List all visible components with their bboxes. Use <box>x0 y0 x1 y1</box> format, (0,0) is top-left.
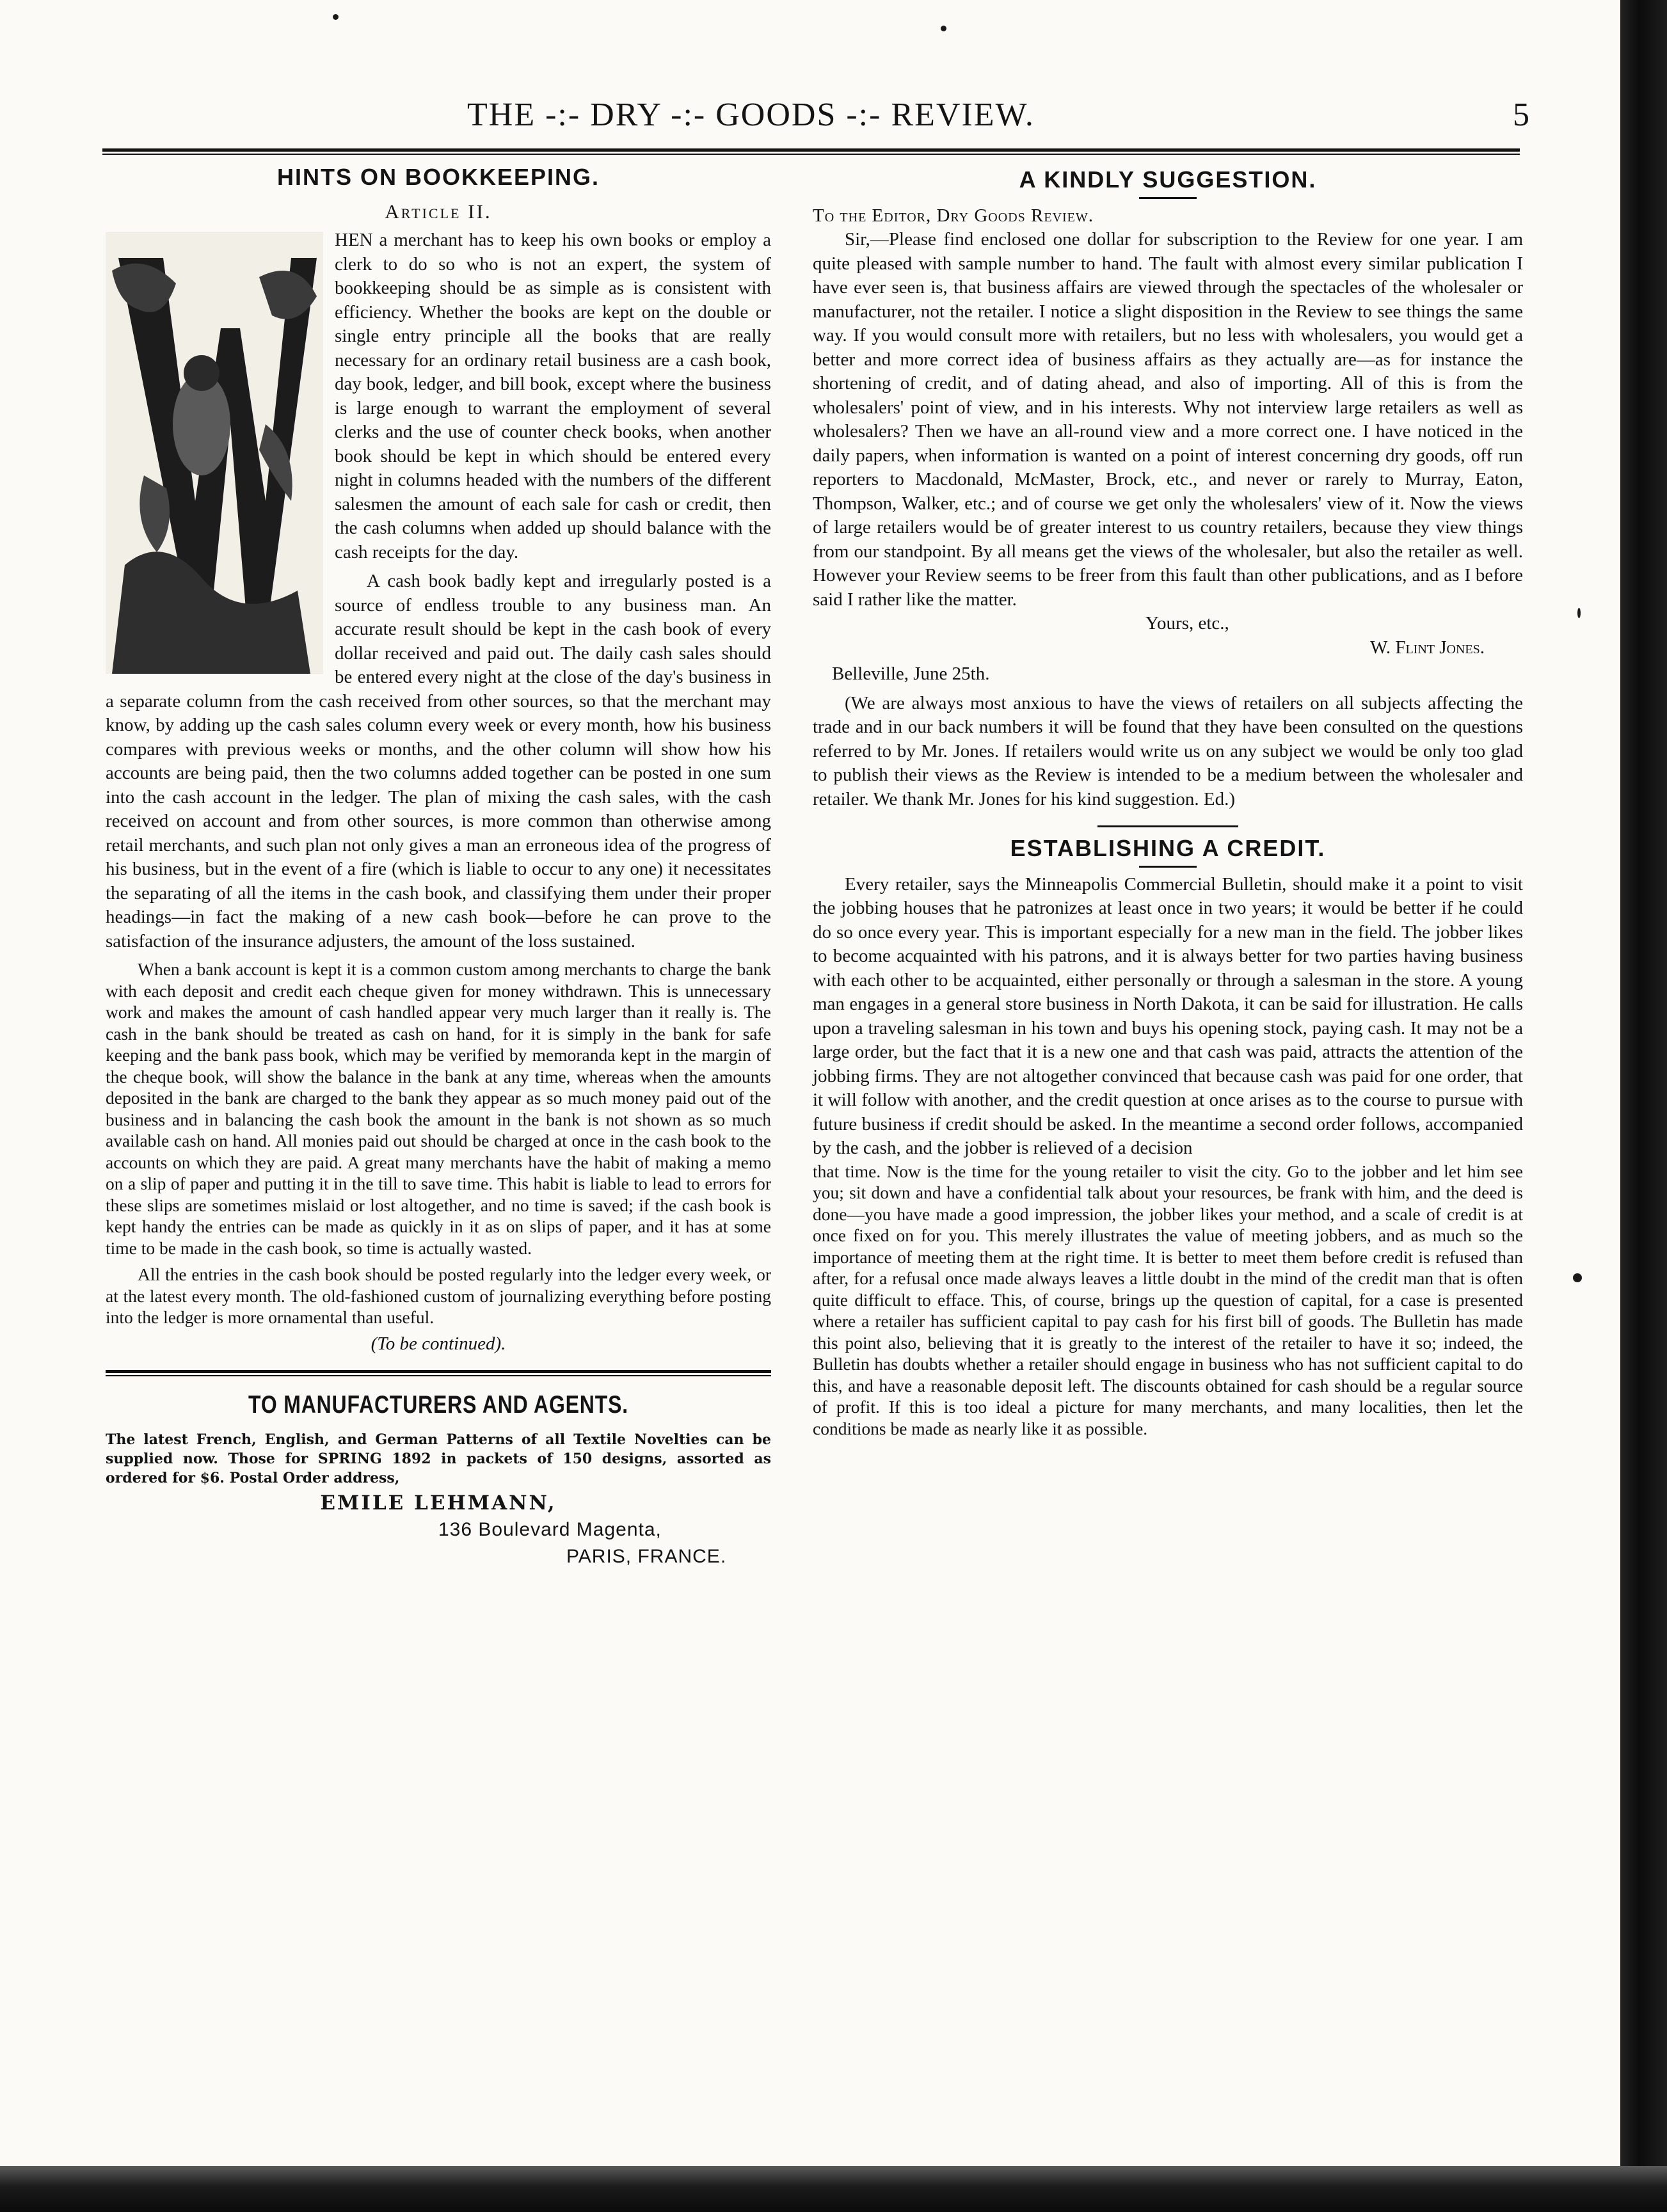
advertisement <box>106 1393 771 1568</box>
credit-paragraph-continued: that time. Now is the time for the young retailer to visit the city. Go to the jobber and let him see you; sit down and have a confidential talk about your resources, be frank with him, and the deed is done—you have made a good impression, the jobber likes your method, and a scale of credit is at once fixed on for you. This merely illustrates the value of meeting jobbers, and as much so the importance of meeting them at the right time. It is better to meet them before credit is refused than after, for a refusal once made always leaves a little doubt in the mind of the credit man that is often quite difficult to efface. This, of course, brings up the question of capital, for a case is presented where a retailer has sufficient capital to pay cash for his first bill of goods. The Bulletin has made this point also, believing that it is greatly to the interest of the retailer to have it so; indeed, the Bulletin has doubts whether a retailer should engage in business who has not sufficient capital to do this, and have a reasonable deposit left. The discounts obtained for cash should be a regular source of profit. If this is too ideal a picture for many merchants, and many localities, then let the conditions be made as nearly like it as possible. <box>813 1161 1523 1438</box>
masthead-title: THE -:- DRY -:- GOODS -:- REVIEW. <box>467 97 1035 133</box>
ink-speck <box>333 14 339 20</box>
letter-closing: Yours, etc., <box>1145 613 1229 633</box>
header-rule-thin <box>102 154 1520 155</box>
article-subheading: Article II. <box>385 200 492 223</box>
bookkeeping-paragraph-4: All the entries in the cash book should be posted regularly into the ledger every week, or at the latest every month. The old-fashioned custom of journalizing everything before posting into the ledger is more ornamental than useful. <box>106 1264 771 1327</box>
scan-border-right <box>1620 0 1667 2212</box>
bookkeeping-paragraph-1: HEN a merchant has to keep his own books or employ a clerk to do so who is not an expert, the system of bookkeeping should be as simple as is consistent with efficiency. Whether the books are kept on the double or single entry principle all the books that are really necessary for an ordinary retail business are a cash book, day book, ledger, and bill book, except where the business is large enough to warrant the employment of several clerks and the use of counter check books, when another book should be kept in which should be entered every night in columns headed with the numbers of the different salesmen the amount of each sale for cash or credit, then the cash columns when added up should balance with the cash receipts for the day. <box>335 230 771 562</box>
letter-body: Sir,—Please find enclosed one dollar for subscription to the Review for one year. I am quite pleased with sample number to hand. The fault with almost every similar publication I have ever seen is, that business affairs are viewed through the spectacles of the wholesaler or manufacturer, not the retailer. I notice a slight disposition in the Review to see things the same way. If you would consult more with retailers, but no less with wholesalers, you would get a better and more correct idea of business affairs as they actually are—as for instance the shortening of credit, and of dating ahead, and also of importing. All of this is from the wholesalers' point of view, and in his interests. Why not interview large retailers as well as wholesalers? Then we have an all-round view and a more correct one. I have noticed in the daily papers, when information is wanted on a point of interest concerning dry goods, off run reporters to Macdonald, McMaster, Brock, etc., and never or rarely to Murray, Eaton, Thompson, Walker, etc.; and of course we get only the wholesalers' view of it. Now the views of large retailers would be of greater interest to us country retailers, because they view things from our standpoint. By all means get the views of the wholesaler, but also the retailer as well. However your Review seems to be freer from this fault than other publications, and as I before said I rather like the matter. <box>813 229 1523 610</box>
to-be-continued: (To be continued). <box>371 1333 506 1354</box>
article-heading-establishing-credit: ESTABLISHING A CREDIT. <box>1010 835 1326 861</box>
ad-title: TO MANUFACTURERS AND AGENTS. <box>248 1391 628 1419</box>
ad-rule-top <box>106 1370 771 1373</box>
ornamental-w-icon <box>106 232 323 674</box>
right-column <box>813 165 1523 1439</box>
ad-name: EMILE LEHMANN, <box>320 1491 557 1515</box>
article-heading-kindly-suggestion: A KINDLY SUGGESTION. <box>1019 166 1317 193</box>
credit-paragraph: Every retailer, says the Minneapolis Commercial Bulletin, should make it a point to visit the jobbing houses that he patronizes at least once in two years; it would be better if he could do so once every year. This is important especially for a new man in the field. The jobber likes to become acquainted with his patrons, and it is always better for two parties having business with each other to be acquainted, either personally or through a salesman in the store. A young man engages in a general store business in North Dakota, it can be said for illustration. He calls upon a traveling salesman in his town and buys his opening stock, paying cash. It may not be a large order, but the fact that it is a new one and that cash was paid, attracts the attention of the jobbing firms. They are not altogether convinced that because cash was paid for one order, that it will follow with another, and the credit question at once arises as to the course to pursue with future business if credit should be asked. In the meantime a second order follows, accompanied by the cash, and the jobber is relieved of a decision <box>813 873 1523 1158</box>
section-rule <box>1097 825 1238 827</box>
ad-address-line-1: 136 Boulevard Magenta, <box>438 1519 662 1540</box>
drop-cap-illustration <box>106 232 323 674</box>
bookkeeping-paragraph-3: When a bank account is kept it is a common custom among merchants to charge the bank with each deposit and credit each cheque given for money withdrawn. This is unnecessary work and makes the amount of cash handled appear very much larger than it really is. The cash in the bank should be treated as cash on hand, for it is simply in the bank for safe keeping and the bank pass book, which may be verified by memoranda kept in the margin of the cheque book, will show the balance in the bank at any time, whereas when the amounts deposited in the bank are charged to the bank they appear as so much money paid out of the business and in balancing the cash book the amount in the bank is not shown as so much available cash on hand. All monies paid out should be charged at once in the cash book to the accounts on which they are paid. A great many merchants have the habit of making a memo on a slip of paper and putting it in the till to save time. This habit is liable to lead to errors for these slips are sometimes mislaid or lost altogether, and no time is saved; if the cash book is kept handy the entries can be made as quickly in it as on slips of paper, and it has at some time to be made in the cash book, so time is actually wasted. <box>106 959 771 1258</box>
ink-speck <box>941 26 946 31</box>
heading-rule <box>1139 197 1197 199</box>
letter-place-date: Belleville, June 25th. <box>832 664 990 684</box>
ad-text: The latest French, English, and German Patterns of all Textile Novelties can be supplied now. Those for SPRING 1892 in packets of 150 designs, assorted as ordered for $6. Postal Order address, <box>106 1431 771 1486</box>
scan-border-bottom <box>0 2166 1667 2212</box>
page-header <box>102 96 1529 141</box>
ink-speck <box>1573 1273 1582 1282</box>
ink-speck <box>1577 608 1581 618</box>
page-number: 5 <box>1513 97 1529 133</box>
bookkeeping-paragraph-2: A cash book badly kept and irregularly posted is a source of endless trouble to any business man. An accurate result should be kept in the cash book of every dollar received and paid out. The daily cash sales should be entered every night at the close of the day's business in a separate column from the cash received from other sources, so that the merchant may know, by adding up the cash sales column every week or every month, how his business compares with previous weeks or months, and the other column will show how his accounts are being paid, then the two columns added together can be posted in one sum into the cash account in the ledger. The plan of mixing the cash sales, with the cash received on account and from other sources, is more common than otherwise among retail merchants, and such plan not only gives a man an erroneous idea of the progress of his business, but in the event of a fire (which is liable to occur to any one) it necessitates the separating of all the items in the cash book, and classifying them under their proper headings—in fact the making of a new cash book—before he can prove to the satisfaction of the insurance adjusters, the amount of the loss sustained. <box>106 571 771 951</box>
ad-address-line-2: PARIS, FRANCE. <box>566 1545 727 1567</box>
ad-rule-top-thin <box>106 1375 771 1376</box>
header-rule <box>102 148 1520 152</box>
letter-salutation: To the Editor, Dry Goods Review. <box>813 205 1094 226</box>
heading-rule <box>1139 866 1197 868</box>
left-column <box>106 165 771 1568</box>
article-heading-bookkeeping: HINTS ON BOOKKEEPING. <box>276 164 600 190</box>
editor-note: (We are always most anxious to have the views of retailers on all subjects affecting the trade and in our back numbers it will be found that they have been consulted on the questions referred to by Mr. Jones. If retailers would write us on any subject we would be only too glad to publish their views as the Review is intended to be a medium between the wholesaler and retailer. We thank Mr. Jones for his kind suggestion. Ed.) <box>813 692 1523 809</box>
letter-signature: W. Flint Jones. <box>1370 637 1485 658</box>
